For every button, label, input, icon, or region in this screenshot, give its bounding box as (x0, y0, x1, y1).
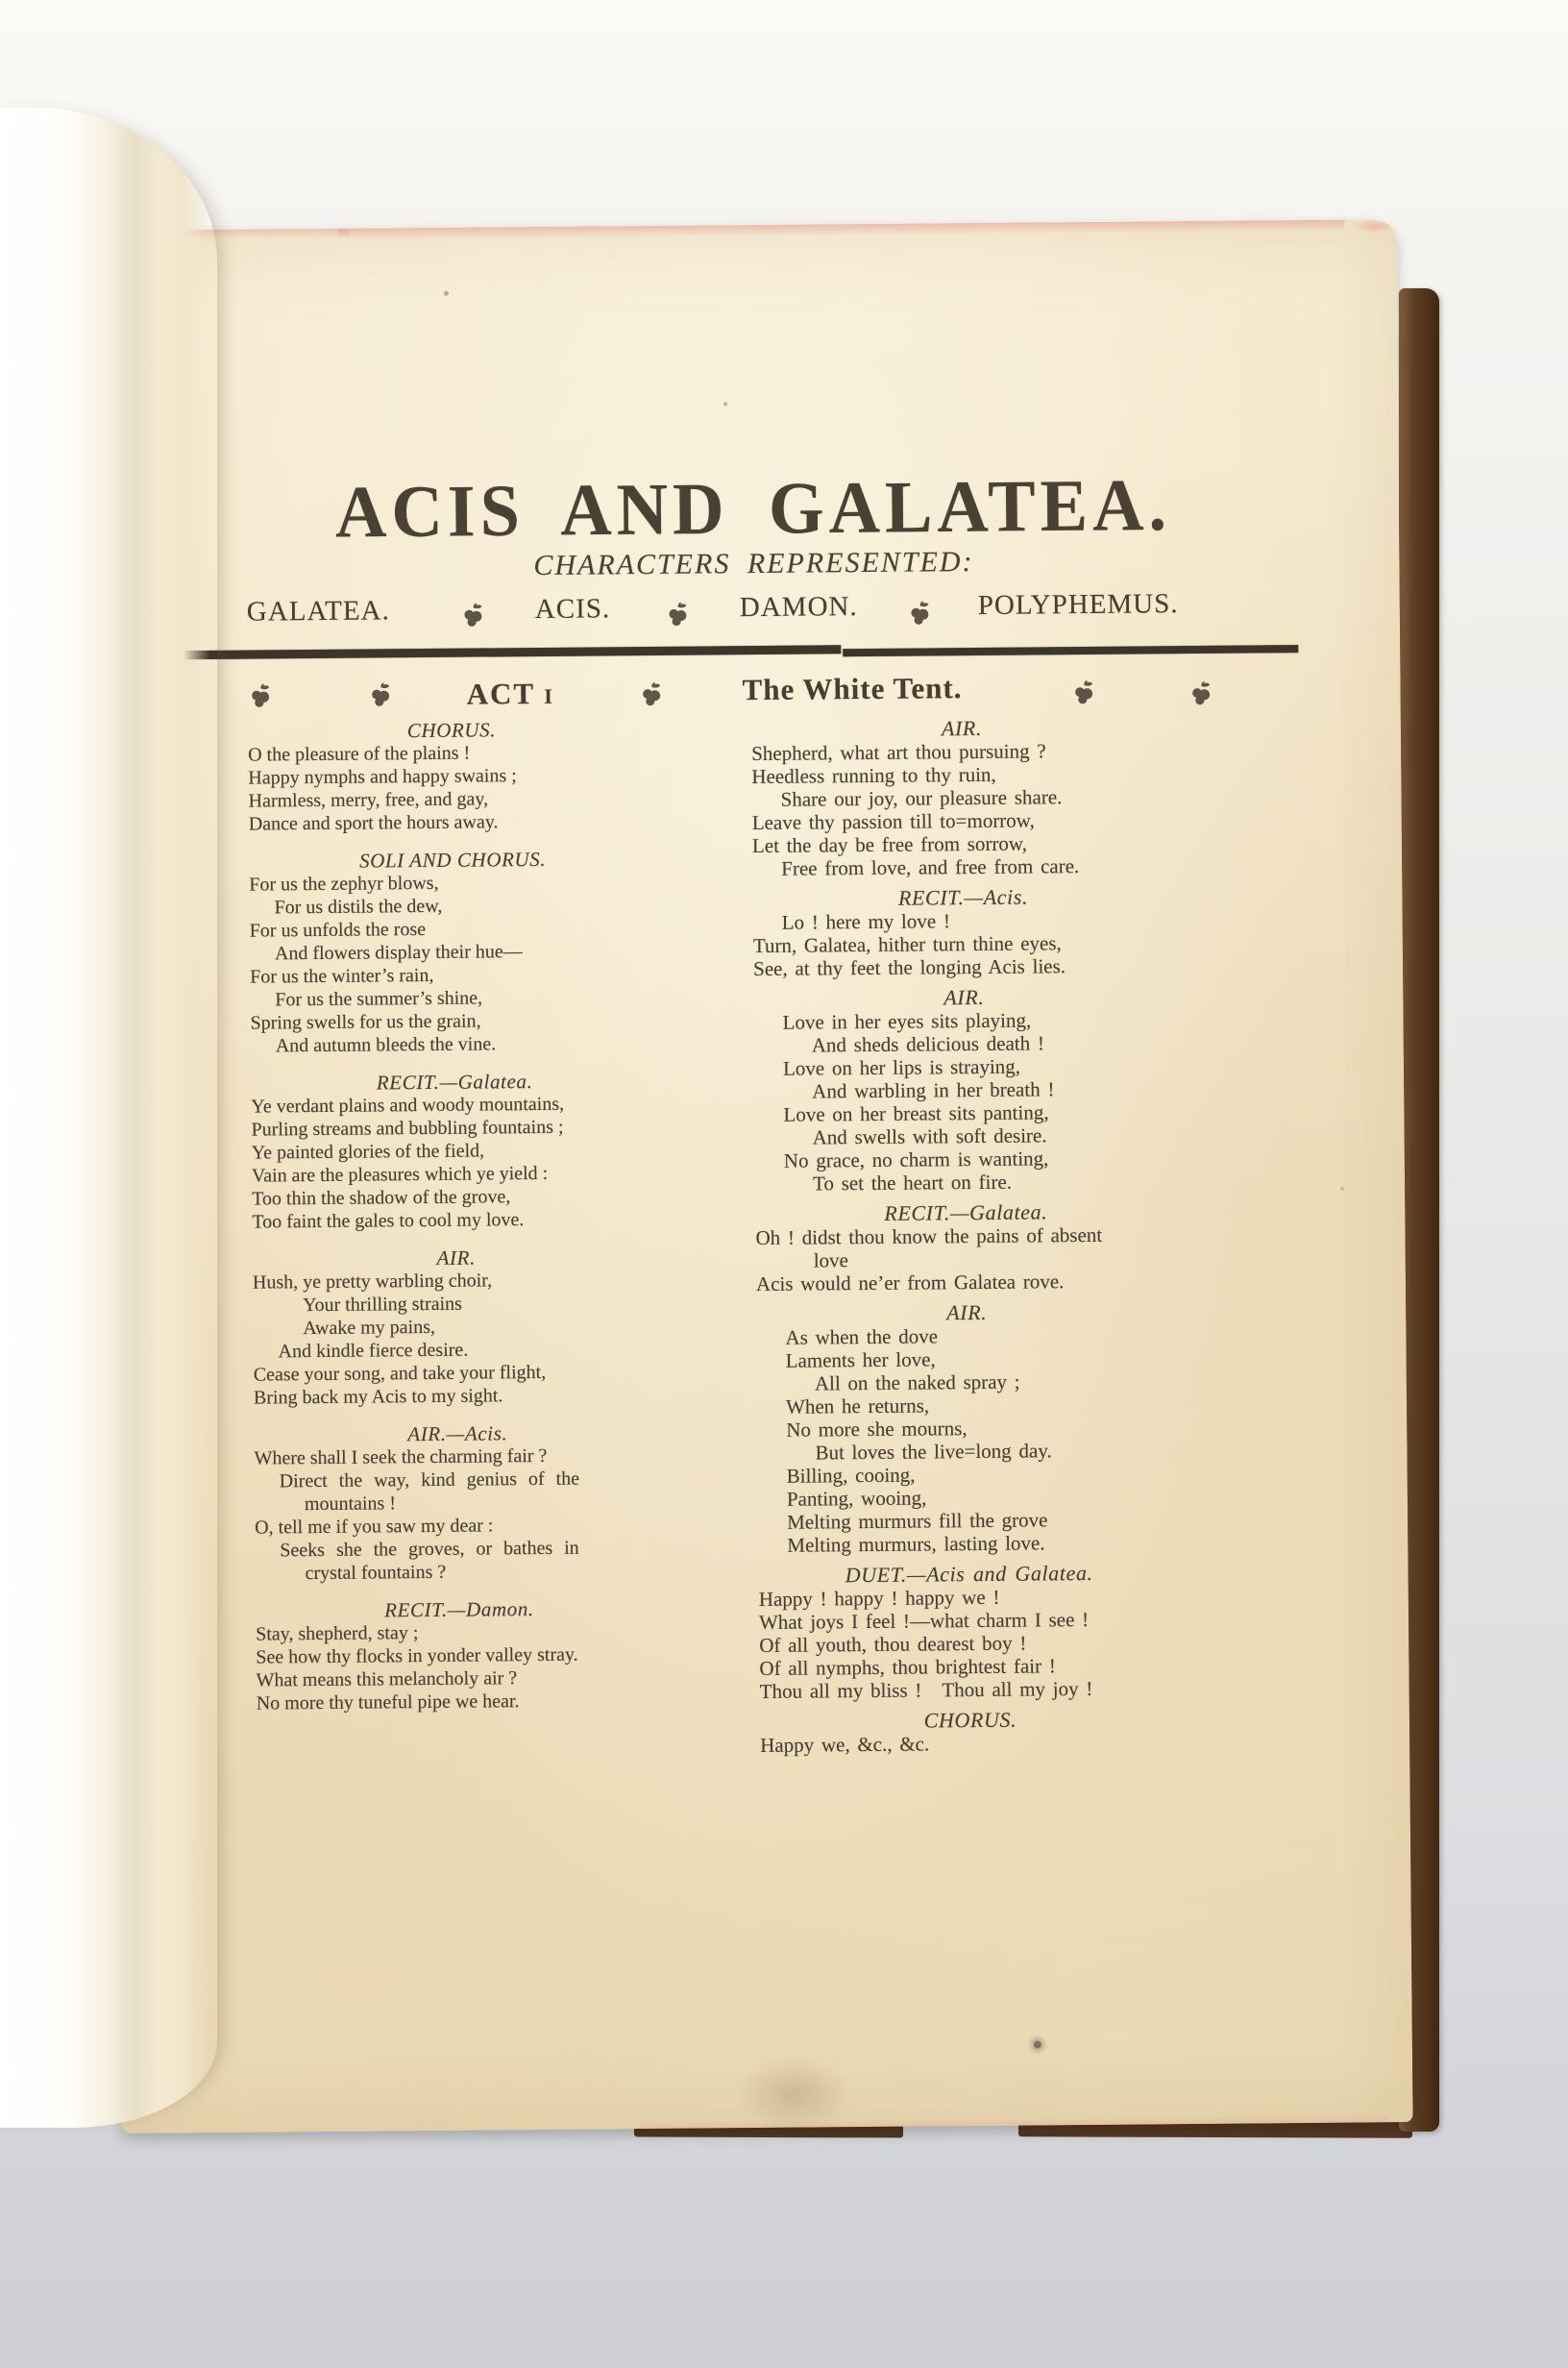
verse-line: Billing, cooing, (786, 1463, 916, 1488)
verse-line: O, tell me if you saw my dear : (255, 1515, 494, 1539)
stanza (760, 1707, 1181, 1757)
stanza (251, 1069, 659, 1234)
verse-line: Love on her lips is straying, (782, 1054, 1021, 1080)
stanza (753, 984, 1176, 1196)
verse-line: Stay, shepherd, stay ; (256, 1622, 419, 1645)
verse-line: Of all youth, thou dearest boy ! (759, 1631, 1027, 1658)
verse-line: Direct the way, kind genius of the (279, 1468, 580, 1492)
column-right (751, 715, 1181, 1757)
fleuron-icon (250, 682, 270, 713)
column-left (248, 717, 664, 1715)
fleuron-icon (668, 602, 688, 632)
verse-line: Seeks she the groves, or bathes in (280, 1537, 579, 1562)
stanza-heading: RECIT.—Damon. (384, 1597, 534, 1622)
verse-line: Acis would ne’er from Galatea rove. (755, 1270, 1065, 1296)
verse-line: See how thy flocks in yonder valley stray. (256, 1643, 578, 1668)
page-title: ACIS AND GALATEA. (334, 464, 1172, 555)
characters-represented-label: CHARACTERS REPRESENTED: (533, 546, 974, 582)
verse-line: Let the day be free from sorrow, (751, 831, 1028, 858)
verse-line: And autumn bleeds the vine. (275, 1033, 497, 1057)
stanza (249, 847, 658, 1058)
white-page-curl (0, 108, 217, 2128)
stanza-heading: CHORUS. (406, 718, 497, 743)
verse-line: Of all nymphs, thou brightest fair ! (759, 1654, 1056, 1681)
page-edge-tint (1252, 219, 1397, 287)
verse-line: Awake my pains, (303, 1316, 436, 1340)
stanza-heading: RECIT.—Acis. (897, 884, 1029, 910)
character-name-galatea: GALATEA. (246, 595, 390, 628)
stanza (755, 1199, 1177, 1295)
verse-line: Happy we, &c., &c. (760, 1732, 930, 1758)
verse-line: To set the heart on fire. (812, 1170, 1013, 1196)
verse-line: What joys I feel !—what charm I see ! (758, 1608, 1090, 1635)
verse-line: Ye painted glories of the field, (251, 1140, 485, 1164)
verse-line: For us the zephyr blows, (249, 872, 439, 896)
fleuron-icon (642, 681, 662, 712)
verse-line: Happy ! happy ! happy we ! (758, 1585, 1000, 1612)
verse-line: Vain are the pleasures which ye yield : (251, 1162, 549, 1187)
paper-speck (1340, 1187, 1344, 1191)
verse-line: No grace, no charm is wanting, (783, 1147, 1049, 1172)
verse-line: Melting murmurs fill the grove (787, 1508, 1048, 1534)
verse-line: Cease your song, and take your flight, (253, 1361, 547, 1386)
verse-line: Purling streams and bubbling fountains ; (251, 1116, 564, 1141)
verse-line: mountains ! (304, 1492, 397, 1516)
verse-line: Love on her breast sits panting, (783, 1100, 1049, 1126)
stanza-heading: RECIT.—Galatea. (376, 1070, 533, 1095)
character-name-acis: ACIS. (534, 593, 611, 626)
verse-line: And flowers display their hue— (274, 941, 523, 965)
page-edge-tint (337, 220, 1344, 240)
stanza (254, 1420, 662, 1586)
verse-line: And kindle fierce desire. (278, 1339, 469, 1363)
fleuron-icon (463, 602, 483, 632)
verse-line: Too faint the gales to cool my love. (252, 1209, 525, 1233)
verse-line: No more thy tuneful pipe we hear. (256, 1690, 520, 1714)
scene-title: The White Tent. (742, 671, 963, 707)
verse-line: Spring swells for us the grain, (250, 1010, 481, 1034)
verse-line: Turn, Galatea, hither turn thine eyes, (752, 931, 1062, 958)
stanza (759, 1561, 1181, 1703)
verse-line: Thou all my bliss ! Thou all my joy ! (759, 1676, 1093, 1704)
stanza (256, 1596, 664, 1715)
verse-line: No more she mourns, (786, 1417, 968, 1442)
fleuron-icon (1074, 679, 1094, 710)
verse-line: Melting murmurs, lasting love. (787, 1531, 1045, 1557)
verse-line: And sheds delicious death ! (811, 1031, 1045, 1057)
header-rule (160, 645, 841, 659)
verse-line: Panting, wooing, (786, 1486, 927, 1511)
verse-line: As when the dove (785, 1324, 939, 1349)
stanza (751, 715, 1173, 880)
fleuron-icon (1191, 680, 1212, 711)
verse-line: Too thin the shadow of the grove, (252, 1186, 511, 1210)
verse-line: Hush, ye pretty warbling choir, (252, 1270, 493, 1294)
verse-line: Dance and sport the hours away. (248, 811, 499, 835)
verse-line: Bring back my Acis to my sight. (253, 1385, 503, 1409)
verse-line: Share our joy, our pleasure share. (780, 785, 1063, 811)
fleuron-icon (910, 600, 930, 630)
characters-row (109, 586, 1400, 642)
verse-line: Heedless running to thy ruin, (751, 762, 996, 789)
stanza-heading: DUET.—Acis and Galatea. (845, 1560, 1093, 1588)
verse-line: All on the naked spray ; (814, 1369, 1020, 1395)
verse-line: What means this melancholy air ? (256, 1667, 518, 1691)
paper-speck (444, 291, 449, 296)
verse-line: Happy nymphs and happy swains ; (248, 765, 517, 789)
stanza-heading: AIR.—Acis. (407, 1421, 508, 1446)
verse-line: Love in her eyes sits playing, (782, 1008, 1032, 1034)
stanza (253, 1245, 661, 1410)
verse-line: Laments her love, (785, 1347, 936, 1372)
verse-line: Ye verdant plains and woody mountains, (251, 1093, 565, 1118)
verse-line: O the pleasure of the plains ! (248, 742, 471, 766)
verse-line: love (813, 1248, 849, 1272)
stanza-heading: CHORUS. (923, 1707, 1017, 1733)
stanza (248, 717, 656, 836)
stanza-heading: AIR. (941, 715, 983, 741)
character-name-polyphemus: POLYPHEMUS. (977, 588, 1179, 621)
verse-line: For us the summer’s shine, (275, 987, 483, 1011)
verse-line: For us distils the dew, (274, 895, 443, 919)
stanza (752, 884, 1174, 980)
verse-line: When he returns, (785, 1394, 930, 1418)
stanza-heading: AIR. (436, 1246, 476, 1270)
verse-line: Your thrilling strains (303, 1293, 463, 1317)
verse-line: Leave thy passion till to=morrow, (751, 808, 1035, 835)
verse-line: And swells with soft desire. (812, 1123, 1047, 1149)
verse-line: For us the winter’s rain, (250, 964, 434, 988)
character-name-damon: DAMON. (739, 591, 858, 624)
stanza (756, 1299, 1179, 1557)
stanza-heading: RECIT.—Galatea. (884, 1199, 1048, 1225)
stanza-heading: AIR. (946, 1299, 988, 1325)
stanza-heading: SOLI AND CHORUS. (358, 847, 547, 873)
act-label: ACT I (466, 677, 552, 711)
verse-line: Lo ! here my love ! (781, 909, 950, 934)
verse-line: See, at thy feet the longing Acis lies. (753, 954, 1066, 981)
fleuron-icon (370, 681, 390, 712)
book-page (105, 219, 1412, 2134)
verse-line: crystal fountains ? (305, 1561, 447, 1585)
paper-speck (723, 402, 727, 406)
stanza-heading: AIR. (943, 984, 985, 1010)
verse-line: Oh ! didst thou know the pains of absent (755, 1222, 1103, 1250)
verse-line: Shepherd, what art thou pursuing ? (751, 739, 1046, 766)
verse-line: And warbling in her breath ! (812, 1077, 1055, 1103)
verse-line: Where shall I seek the charming fair ? (254, 1444, 548, 1469)
header-rule (843, 645, 1298, 656)
verse-line: Free from love, and free from care. (781, 854, 1080, 880)
verse-line: For us unfolds the rose (249, 919, 427, 942)
paper-speck (1034, 2040, 1041, 2048)
verse-line: Harmless, merry, free, and gay, (248, 788, 489, 812)
verse-line: But loves the live=long day. (815, 1439, 1052, 1465)
